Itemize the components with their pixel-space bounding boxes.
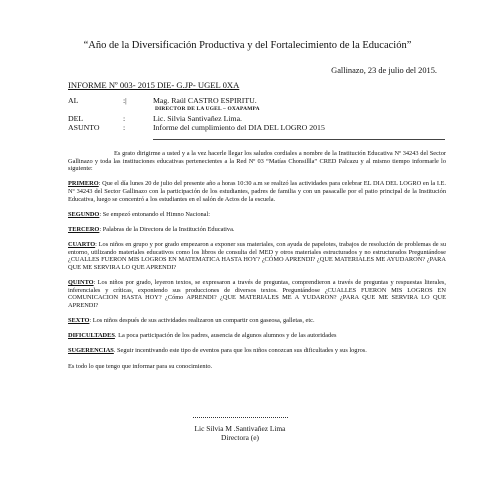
field-value: Lic. Silvia Santivañez Lima.	[153, 114, 242, 123]
paragraph-tercero	[68, 226, 446, 234]
field-key: DEL	[68, 114, 84, 123]
label-quinto: QUINTO	[68, 279, 94, 287]
text-dificultades: . La poca participación de los padres, ausencia de algunos alumnos y de las autoridades	[114, 332, 337, 340]
report-body	[68, 150, 446, 378]
paragraph-quinto	[68, 279, 446, 309]
text-segundo: : Se empezó entonando el Himno Nacional:	[99, 210, 211, 218]
field-del	[68, 114, 448, 123]
label-tercero: TERCERO	[68, 225, 100, 233]
year-motto: “Año de la Diversificación Productiva y del Fortalecimiento de la Educación”	[83, 40, 412, 51]
field-asunto	[68, 123, 448, 132]
label-sugerencias: SUGERENCIAS	[68, 347, 114, 355]
paragraph-cuarto	[68, 241, 446, 271]
report-number: INFORME Nº 003- 2015 DIE- G.JP- UGEL 0XA	[68, 80, 240, 90]
signature-line	[193, 417, 288, 418]
text-tercero: : Palabras de la Directora de la Institución Educativa.	[99, 225, 235, 233]
label-dificultades: DIFICULTADES	[68, 332, 115, 340]
label-cuarto: CUARTO	[68, 241, 96, 249]
field-colon: :|	[123, 96, 127, 105]
field-value: Mag. Raúl CASTRO ESPIRITU.	[153, 96, 257, 105]
label-sexto: SEXTO	[68, 317, 90, 325]
header-divider	[153, 139, 445, 140]
signature-block	[170, 425, 310, 442]
text-quinto: : Los niños por grado, leyeron textos, se expresaron a través de preguntas, comprendieron a través de preguntas y respuestas literales, inferenciales y críticas, exponiendo sus producciones de diversos textos. Preguntándose ¿CUALLES FUERON MIS LOGROS EN COMUNICACION HASTA HOY? ¿Cómo APRENDI? ¿QUE MATERIALES ME A YUDARON? ¿PARA QUE ME SERVIRA LO QUE APRENDI?	[68, 279, 446, 309]
paragraph-sugerencias	[68, 347, 446, 355]
signature-name: Lic Silvia M .Santivañez Lima	[194, 424, 286, 433]
signature-role: Directora (e)	[221, 432, 259, 442]
place-date: Gallinazo, 23 de julio del 2015.	[331, 66, 437, 75]
paragraph-sexto	[68, 317, 446, 325]
field-key: ASUNTO	[68, 123, 100, 132]
paragraph-segundo	[68, 211, 446, 219]
field-colon: :	[123, 123, 126, 132]
closing-paragraph: Es todo lo que tengo que informar para su conocimiento.	[68, 362, 213, 370]
label-primero: PRIMERO	[68, 180, 99, 188]
text-sugerencias: . Seguir incentivando este tipo de eventos para que los niños conozcan sus dificultades y sus logros.	[113, 347, 367, 355]
field-value: Informe del cumplimiento del DIA DEL LOGRO 2015	[153, 123, 325, 132]
label-segundo: SEGUNDO	[68, 210, 100, 218]
text-cuarto: : Los niños en grupo y por grado empezaron a exponer sus materiales, con ayuda de papelotes, trabajos de resolución de problemas de su entorno, utilizando materiales educativos como los libros de consulta del MED y otros materiales estructurados y no estructurados Preguntándose ¿CUALLES FUERON MIS LOGROS EN MATEMATICA HASTA HOY? ¿CÓMO APRENDI? ¿QUE MATERIALES ME AYUDARON? ¿PARA QUE ME SERVIRA LO QUE APRENDI?	[68, 241, 446, 271]
field-al	[68, 96, 448, 105]
field-colon: :	[123, 114, 126, 123]
intro-paragraph: Es grato dirigirme a usted y a la vez hacerle llegar los saludos cordiales a nombre de la Institución Educativa Nº 34243 del Sector Gallinazo y toda las instituciones educativas pertenecientes a la Red Nº 03 “Matías Chonsillla” CRED Palcazu y al mismo tiempo informarle lo siguiente:	[68, 150, 446, 173]
al-subtitle: DIRECTOR DE LA UGEL – OXAPAMPA	[155, 106, 260, 112]
paragraph-dificultades	[68, 332, 446, 340]
field-key: AL	[68, 96, 79, 105]
text-sexto: : Los niños después de sus actividades realizaron un compartir con gaseosa, galletas, etc.	[89, 317, 315, 325]
text-primero: : Que el día lunes 20 de julio del presente año a horas 10:30 a.m se realizó las actividades para celebrar EL DIA DEL LOGRO en la I.E. Nº 34243 del Sector Gallinazo con la participación de los estudiantes, padres de familia y con un pasacalle por el patio principal de la Institución Educativa, luego se concentró a los estudiantes en el salón de Actos de la escuela.	[68, 180, 446, 203]
paragraph-primero	[68, 180, 446, 203]
